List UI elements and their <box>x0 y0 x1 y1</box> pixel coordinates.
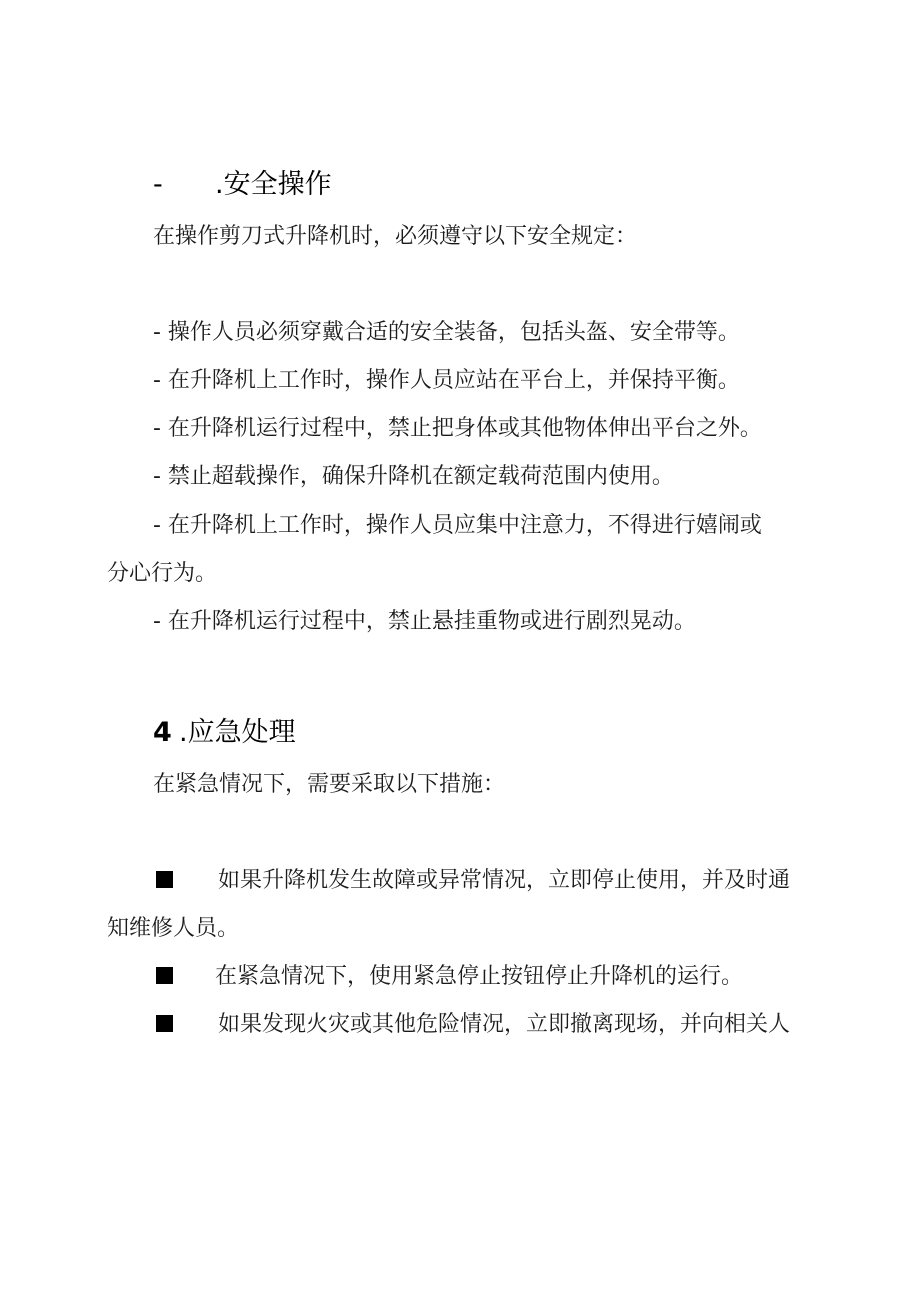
section-number: 4 <box>153 717 172 748</box>
section-title: .应急处理 <box>179 717 296 748</box>
section-number: - <box>153 169 163 200</box>
list-item <box>156 866 790 896</box>
section-intro: 在紧急情况下，需要采取以下措施： <box>153 772 506 797</box>
list-item-continuation: 分心行为。 <box>107 561 218 586</box>
list-item: - 在升降机上工作时，操作人员应集中注意力，不得进行嬉闹或 <box>153 513 762 538</box>
list-item-continuation: 知维修人员。 <box>107 916 240 941</box>
list-item <box>156 1010 790 1040</box>
list-item: - 操作人员必须穿戴合适的安全装备，包括头盔、安全带等。 <box>153 320 740 345</box>
list-item: - 禁止超载操作，确保升降机在额定载荷范围内使用。 <box>153 464 674 489</box>
list-item-text: 在紧急情况下，使用紧急停止按钮停止升降机的运行。 <box>215 964 744 989</box>
list-item: - 在升降机上工作时，操作人员应站在平台上，并保持平衡。 <box>153 368 740 393</box>
list-item: - 在升降机运行过程中，禁止把身体或其他物体伸出平台之外。 <box>153 416 762 441</box>
section-intro: 在操作剪刀式升降机时，必须遵守以下安全规定： <box>153 224 638 249</box>
section-heading-emergency <box>153 716 296 750</box>
list-item-text: 如果发现火灾或其他危险情况，立即撤离现场，并向相关人 <box>218 1012 791 1037</box>
list-item: - 在升降机运行过程中，禁止悬挂重物或进行剧烈晃动。 <box>153 609 696 634</box>
list-item-text: 如果升降机发生故障或异常情况，立即停止使用，并及时通 <box>218 868 791 893</box>
section-heading-safety <box>153 168 332 202</box>
black-square-bullet-icon <box>156 967 173 984</box>
list-item <box>156 962 743 992</box>
black-square-bullet-icon <box>156 1015 173 1032</box>
section-title: .安全操作 <box>215 169 332 200</box>
black-square-bullet-icon <box>156 871 173 888</box>
